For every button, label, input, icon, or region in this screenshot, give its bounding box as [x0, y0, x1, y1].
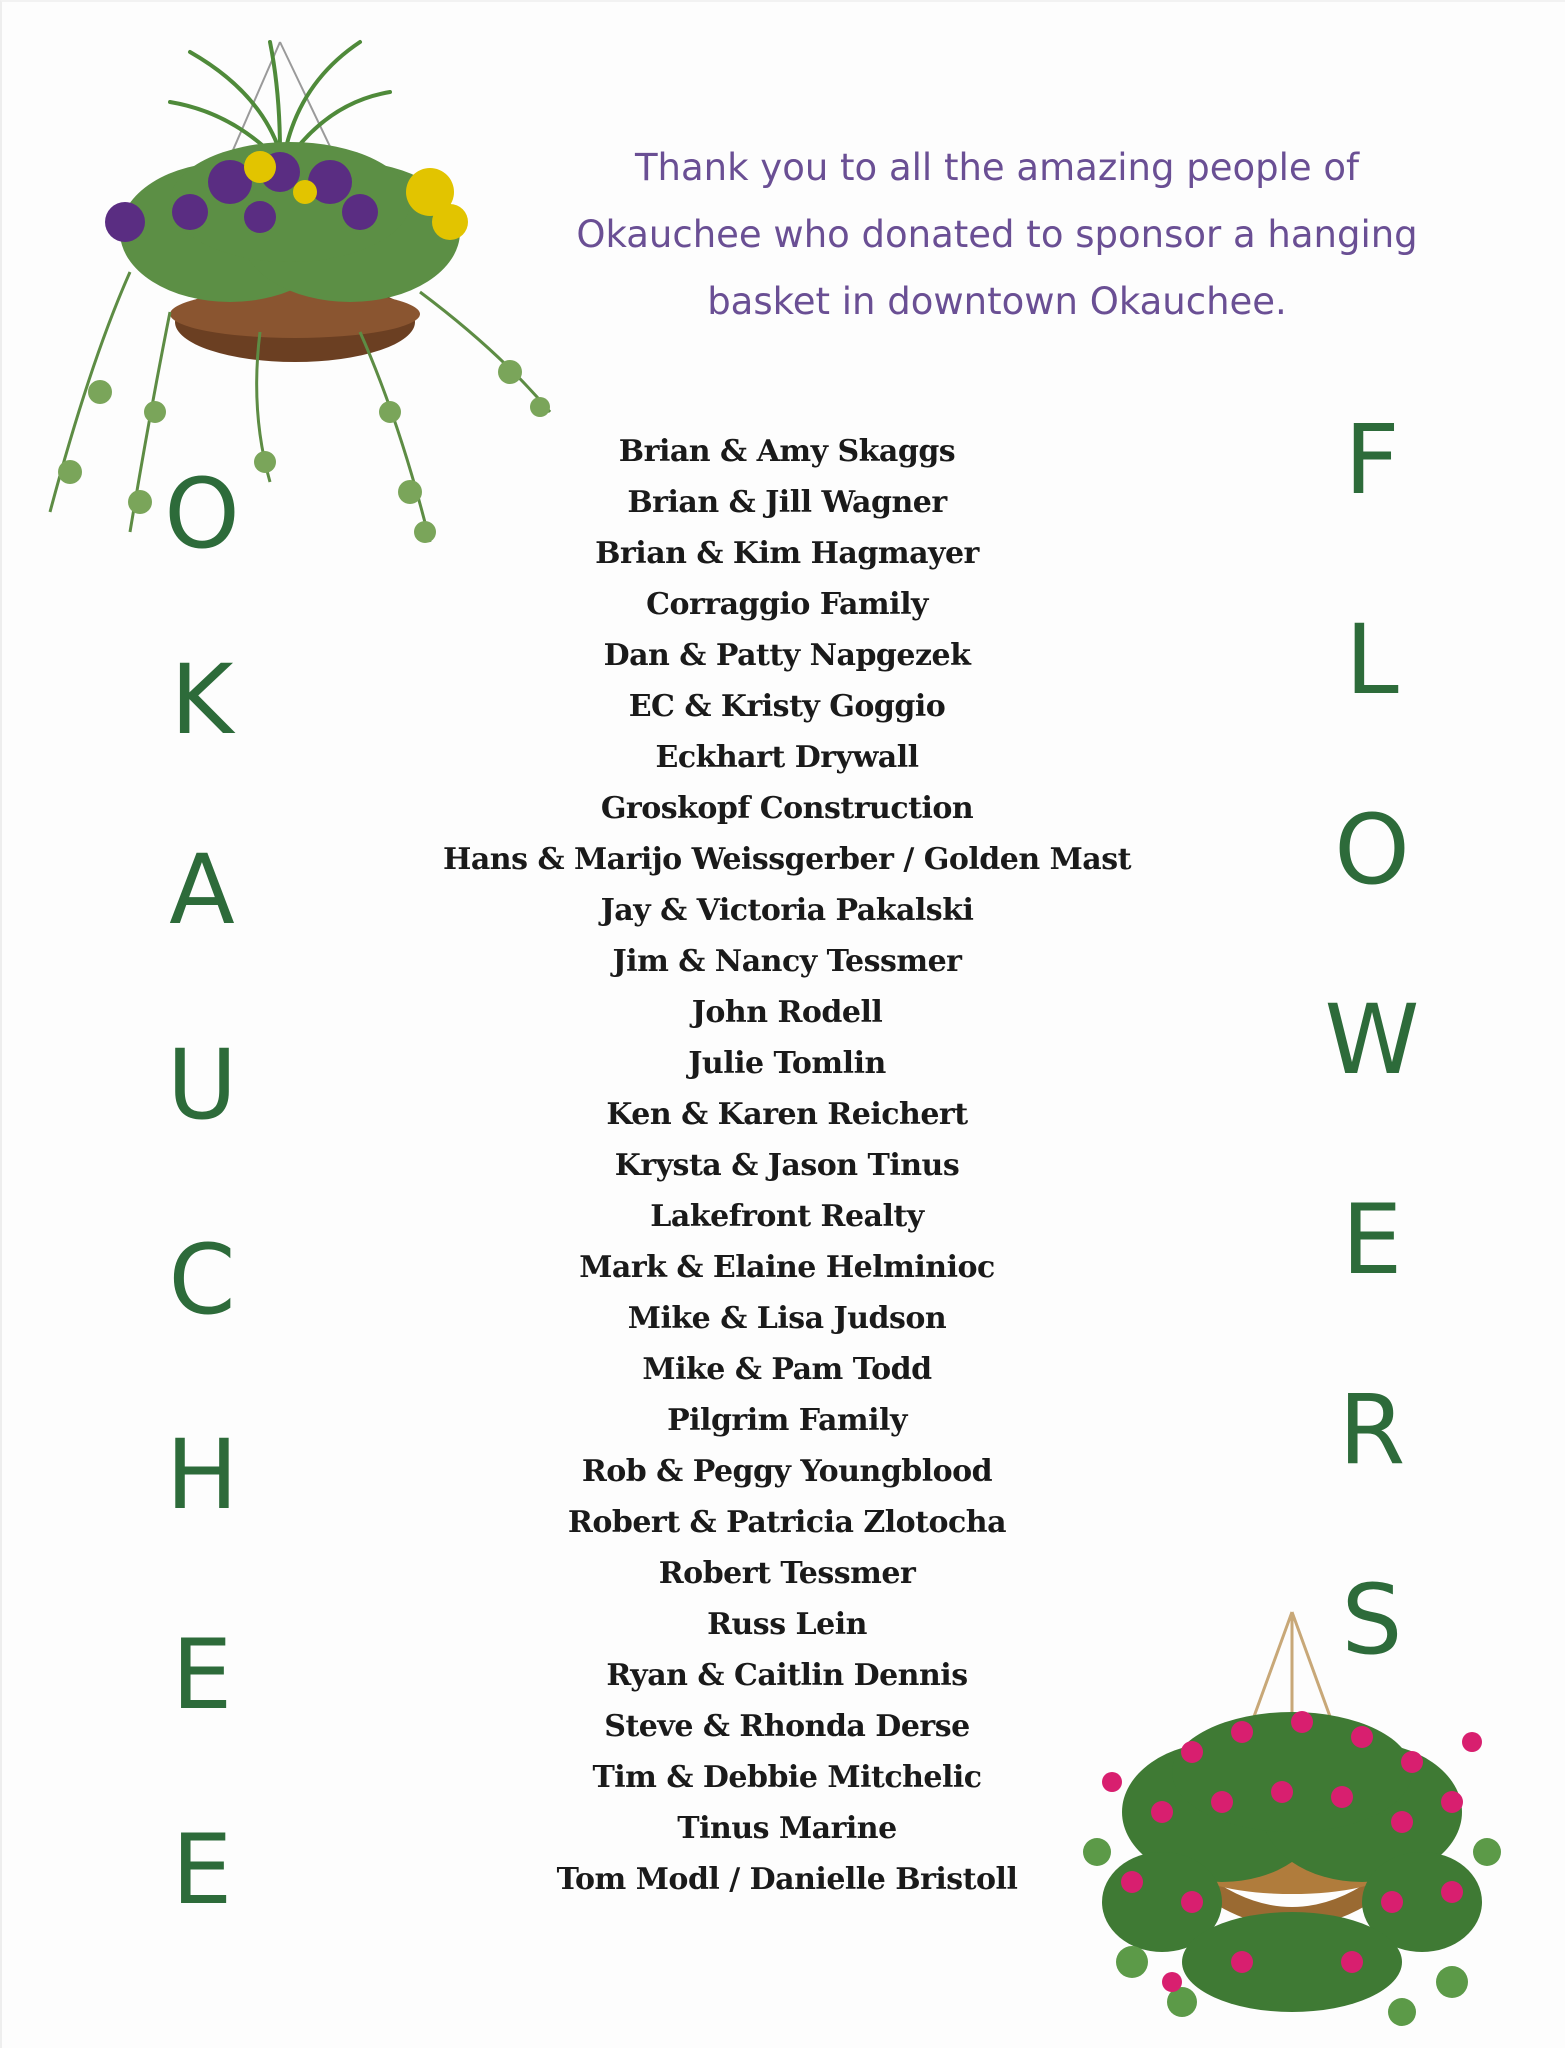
donor-name: Russ Lein [707, 1607, 867, 1642]
donor-name: Mike & Pam Todd [642, 1352, 932, 1387]
donor-name: Pilgrim Family [667, 1403, 907, 1438]
vertical-letter: O [164, 458, 240, 570]
thank-you-line: Okauchee who donated to sponsor a hanging [576, 213, 1418, 256]
donor-name: Jay & Victoria Pakalski [600, 893, 974, 928]
donor-name: EC & Kristy Goggio [628, 689, 946, 724]
donor-name: Tinus Marine [677, 1811, 897, 1846]
donor-name: Brian & Amy Skaggs [618, 434, 956, 469]
thank-you-message [562, 134, 1432, 335]
vertical-letter: C [168, 1224, 236, 1336]
vertical-letter: E [171, 1619, 233, 1731]
donor-name: John Rodell [691, 995, 883, 1030]
donor-name: Steve & Rhonda Derse [604, 1709, 970, 1744]
donor-name: Eckhart Drywall [655, 740, 919, 775]
thank-you-line: Thank you to all the amazing people of [634, 146, 1360, 189]
donor-name: Jim & Nancy Tessmer [612, 944, 962, 979]
donor-name: Hans & Marijo Weissgerber / Golden Mast [443, 842, 1131, 877]
vertical-letter: E [171, 1814, 233, 1926]
vertical-letter: O [1334, 794, 1410, 906]
vertical-letter: F [1344, 404, 1400, 516]
vertical-letter: L [1345, 604, 1399, 716]
vertical-letter: E [1341, 1184, 1403, 1296]
vertical-letter: H [165, 1419, 239, 1531]
thank-you-line: basket in downtown Okauchee. [707, 280, 1287, 323]
donor-name: Tom Modl / Danielle Bristoll [556, 1862, 1018, 1897]
donor-name: Rob & Peggy Youngblood [581, 1454, 993, 1489]
donor-name: Groskopf Construction [600, 791, 974, 826]
vertical-letter: W [1324, 984, 1420, 1096]
donor-name: Ryan & Caitlin Dennis [606, 1658, 968, 1693]
donor-name: Tim & Debbie Mitchelic [592, 1760, 982, 1795]
donor-name: Krysta & Jason Tinus [614, 1148, 960, 1183]
donor-name: Dan & Patty Napgezek [603, 638, 971, 673]
donor-name: Robert Tessmer [658, 1556, 916, 1591]
donor-name: Brian & Kim Hagmayer [595, 536, 979, 571]
donor-name: Julie Tomlin [688, 1046, 886, 1081]
donor-name: Mike & Lisa Judson [627, 1301, 947, 1336]
donor-name: Corraggio Family [646, 587, 928, 622]
donor-name: Ken & Karen Reichert [606, 1097, 968, 1132]
vertical-letter: U [166, 1029, 238, 1141]
donor-name: Mark & Elaine Helminioc [579, 1250, 995, 1285]
hanging-basket-pink-icon [1072, 1602, 1512, 2032]
vertical-letter: A [169, 834, 235, 946]
donor-list [432, 426, 1142, 1905]
vertical-letter: K [170, 644, 234, 756]
donor-name: Brian & Jill Wagner [627, 485, 947, 520]
vertical-letter: S [1341, 1564, 1403, 1676]
vertical-letter: R [1338, 1374, 1406, 1486]
donor-name: Robert & Patricia Zlotocha [567, 1505, 1007, 1540]
donor-name: Lakefront Realty [650, 1199, 924, 1234]
